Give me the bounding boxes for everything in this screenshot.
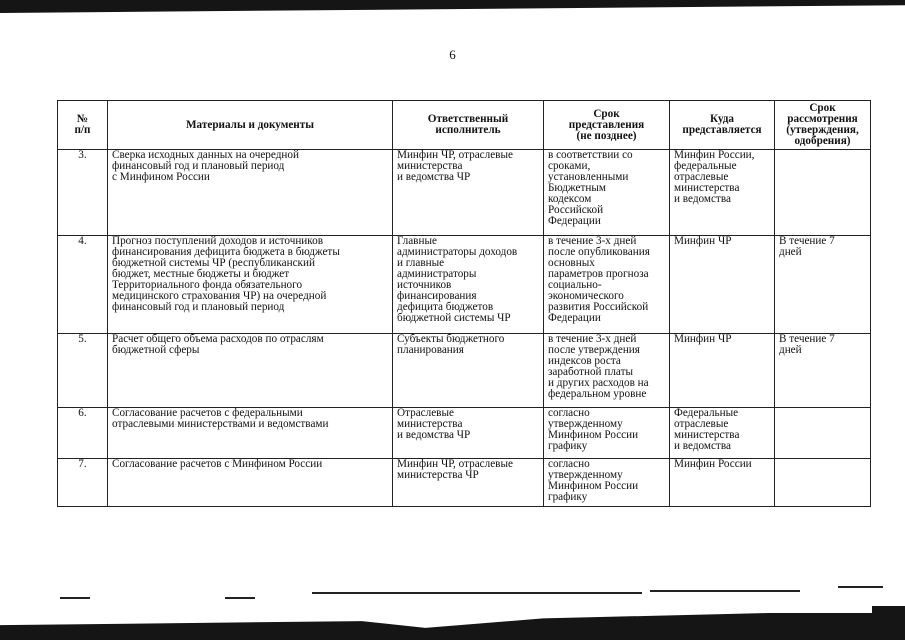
row-deadline: в течение 3-х дней после утверждения индексов роста заработной платы и других расходов на федеральном уровне [544,334,670,408]
table-row [58,459,871,507]
row-number: 7. [58,459,108,507]
table-row [58,408,871,459]
row-number: 3. [58,150,108,236]
row-review [775,459,871,507]
table-row [58,334,871,408]
row-materials: Расчет общего объема расходов по отраслям бюджетной сферы [108,334,393,408]
row-responsible: Главные администраторы доходов и главные администраторы источников финансирования дефицита бюджетов бюджетной системы ЧР [393,236,544,334]
row-recipient: Минфин ЧР [670,334,775,408]
row-deadline: в соответствии со сроками, установленными Бюджетным кодексом Российской Федерации [544,150,670,236]
row-number: 4. [58,236,108,334]
row-recipient: Минфин России, федеральные отраслевые министерства и ведомства [670,150,775,236]
table-row [58,236,871,334]
header-deadline: Срок представления (не позднее) [544,101,670,150]
row-deadline: в течение 3-х дней после опубликования основных параметров прогноза социально- экономического развития Российской Федерации [544,236,670,334]
row-recipient: Федеральные отраслевые министерства и ведомства [670,408,775,459]
page-number: 6 [449,47,456,62]
row-review [775,408,871,459]
row-materials: Согласование расчетов с Минфином России [108,459,393,507]
row-responsible: Минфин ЧР, отраслевые министерства и ведомства ЧР [393,150,544,236]
schedule-table [57,100,871,507]
row-materials: Прогноз поступлений доходов и источников финансирования дефицита бюджета в бюджеты бюджетной системы ЧР (республиканский бюджет, местные бюджеты и бюджет Территориального фонда обязательного медицинского страхования ЧР) на очередной финансовый год и плановый период [108,236,393,334]
header-review: Срок рассмотрения (утверждения, одобрения) [775,101,871,150]
row-responsible: Субъекты бюджетного планирования [393,334,544,408]
row-deadline: согласно утвержденному Минфином России графику [544,408,670,459]
row-review: В течение 7 дней [775,334,871,408]
row-number: 5. [58,334,108,408]
scan-artifact-line [312,592,642,594]
row-review [775,150,871,236]
scan-top-edge [0,0,905,13]
row-review: В течение 7 дней [775,236,871,334]
scan-artifact-line [225,597,255,599]
row-responsible: Минфин ЧР, отраслевые министерства ЧР [393,459,544,507]
header-recipient: Куда представляется [670,101,775,150]
row-recipient: Минфин ЧР [670,236,775,334]
header-responsible: Ответственный исполнитель [393,101,544,150]
scan-bottom-edge [0,613,905,640]
table-row [58,150,871,236]
row-materials: Согласование расчетов с федеральными отраслевыми министерствами и ведомствами [108,408,393,459]
row-number: 6. [58,408,108,459]
row-deadline: согласно утвержденному Минфином России графику [544,459,670,507]
row-materials: Сверка исходных данных на очередной финансовый год и плановый период с Минфином России [108,150,393,236]
table-header-row [58,101,871,150]
scan-artifact-line [650,590,800,592]
scan-edge-fragment [872,606,905,640]
row-recipient: Минфин России [670,459,775,507]
header-materials: Материалы и документы [108,101,393,150]
header-number: № п/п [58,101,108,150]
row-responsible: Отраслевые министерства и ведомства ЧР [393,408,544,459]
scan-artifact-line [60,597,90,599]
scan-artifact-line [838,586,883,588]
